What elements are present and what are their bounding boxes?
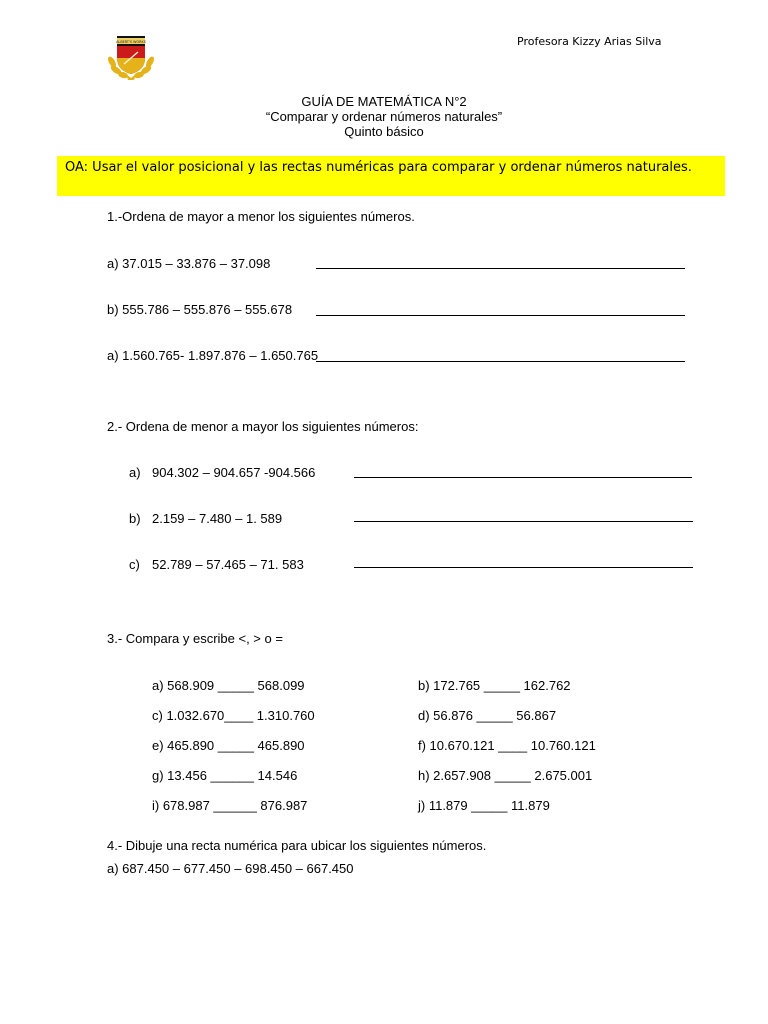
teacher-name: Profesora Kizzy Arias Silva	[517, 35, 662, 48]
compare-item: g) 13.456 ______ 14.546	[152, 768, 298, 783]
section2-item-text: 52.789 – 57.465 – 71. 583	[152, 557, 304, 572]
page-subtitle: “Comparar y ordenar números naturales”	[265, 109, 503, 124]
learning-objective: OA: Usar el valor posicional y las rectas numéricas para comparar y ordenar números naturales.	[57, 156, 725, 196]
answer-line[interactable]	[316, 315, 685, 316]
section1-item-c: a) 1.560.765- 1.897.876 – 1.650.765	[107, 348, 319, 363]
page-title: GUÍA DE MATEMÁTICA N°2	[301, 94, 467, 109]
logo-text: ALBERT'S WORKS	[116, 40, 146, 44]
grade-label: Quinto básico	[344, 124, 424, 139]
compare-item: f) 10.670.121 ____ 10.760.121	[418, 738, 596, 753]
section2-item-letter: b)	[129, 511, 141, 526]
section1-item-a: a) 37.015 – 33.876 – 37.098	[107, 256, 271, 271]
school-logo	[106, 34, 156, 80]
compare-item: b) 172.765 _____ 162.762	[418, 678, 571, 693]
section3-heading: 3.- Compara y escribe <, > o =	[107, 631, 283, 646]
section2-item-letter: c)	[129, 557, 140, 572]
section1-item-b: b) 555.786 – 555.876 – 555.678	[107, 302, 293, 317]
section4-heading: 4.- Dibuje una recta numérica para ubicar los siguientes números.	[107, 838, 487, 853]
compare-item: d) 56.876 _____ 56.867	[418, 708, 557, 723]
compare-item: c) 1.032.670____ 1.310.760	[152, 708, 315, 723]
compare-item: e) 465.890 _____ 465.890	[152, 738, 305, 753]
section2-item-text: 2.159 – 7.480 – 1. 589	[152, 511, 283, 526]
compare-item: a) 568.909 _____ 568.099	[152, 678, 305, 693]
section4-item: a) 687.450 – 677.450 – 698.450 – 667.450	[107, 861, 354, 876]
section2-item-text: 904.302 – 904.657 -904.566	[152, 465, 316, 480]
answer-line[interactable]	[354, 567, 693, 568]
compare-item: j) 11.879 _____ 11.879	[418, 798, 550, 813]
compare-item: i) 678.987 ______ 876.987	[152, 798, 308, 813]
section2-item-letter: a)	[129, 465, 141, 480]
section2-heading: 2.- Ordena de menor a mayor los siguientes números:	[107, 419, 419, 434]
answer-line[interactable]	[316, 268, 685, 269]
answer-line[interactable]	[316, 361, 685, 362]
answer-line[interactable]	[354, 477, 692, 478]
section1-heading: 1.-Ordena de mayor a menor los siguientes números.	[107, 209, 415, 224]
compare-item: h) 2.657.908 _____ 2.675.001	[418, 768, 593, 783]
answer-line[interactable]	[354, 521, 693, 522]
